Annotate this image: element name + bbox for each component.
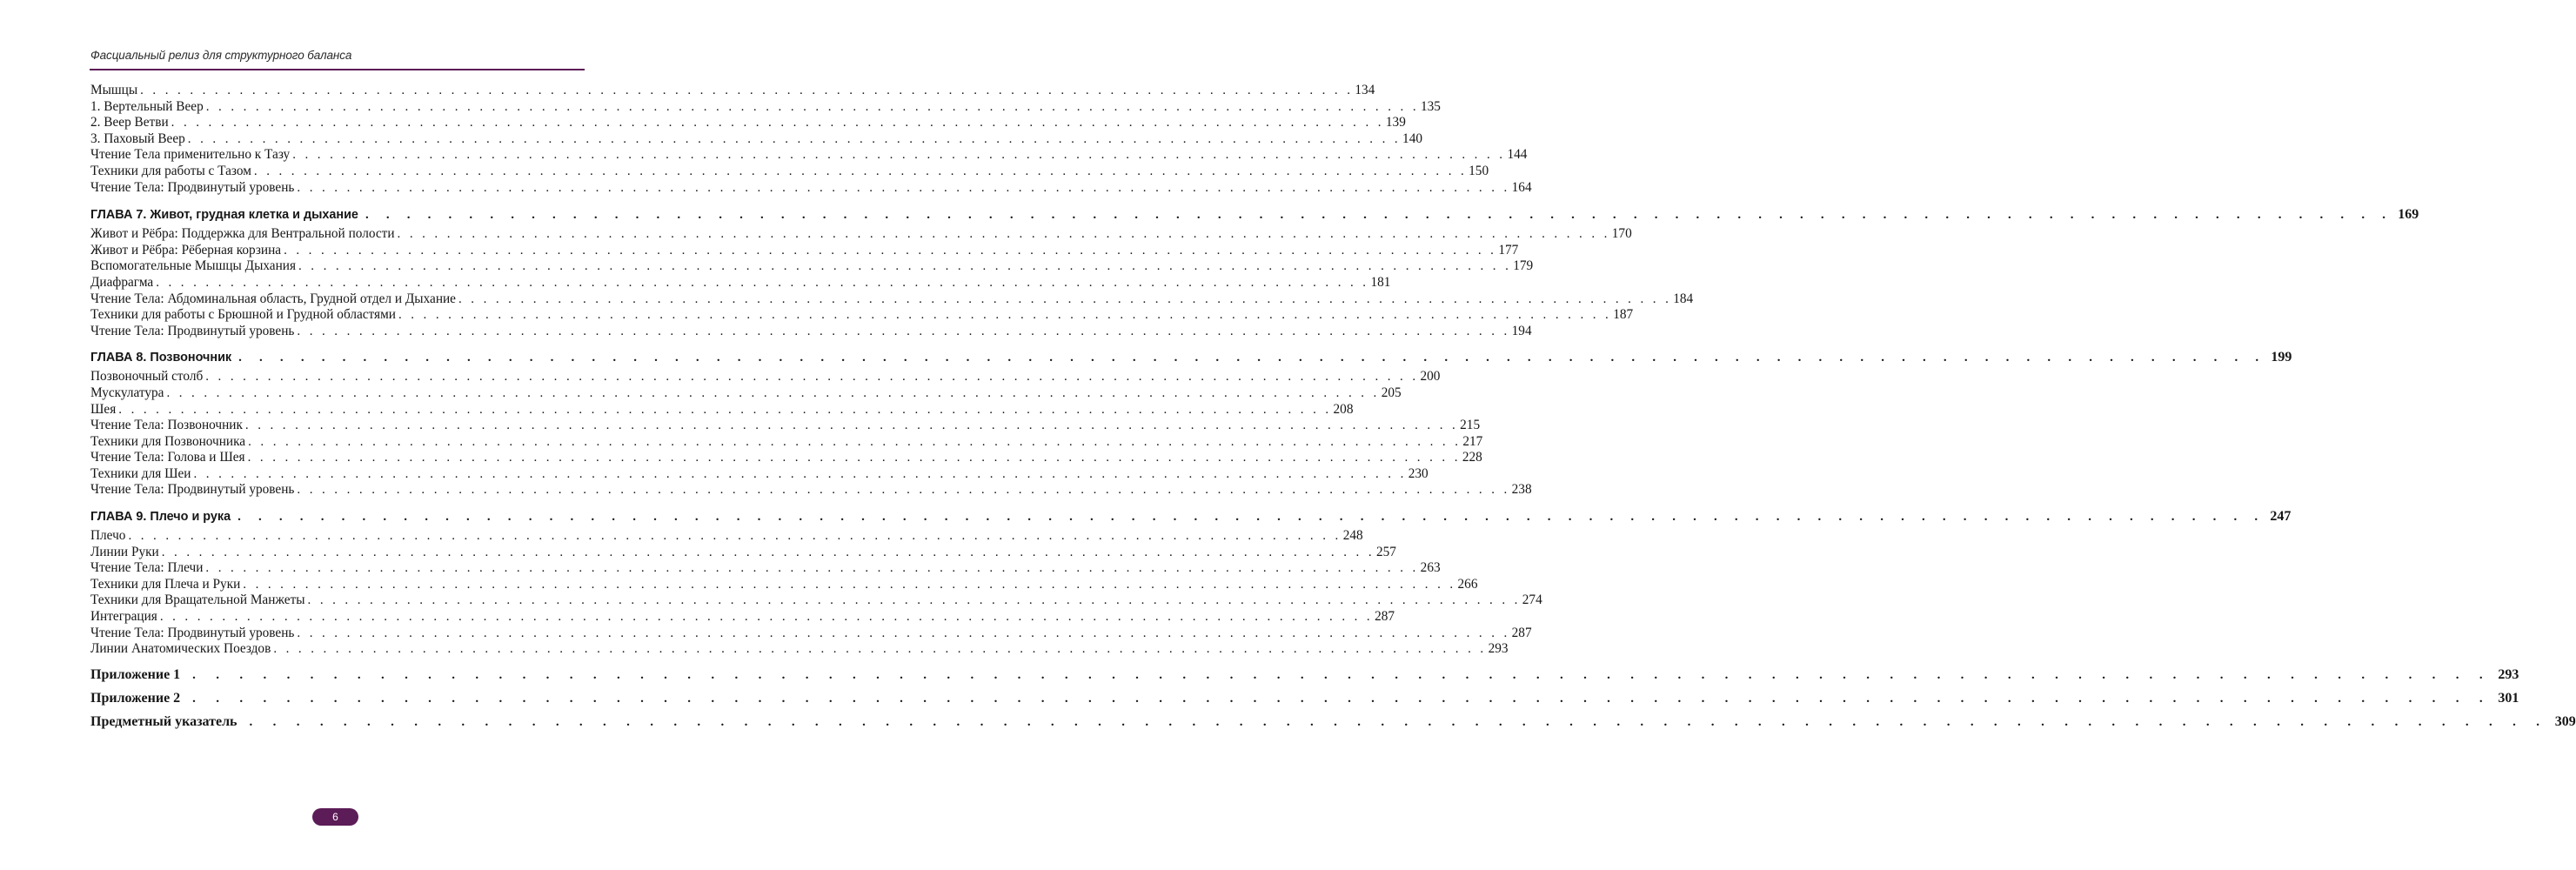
- toc-entry[interactable]: [90, 323, 1532, 340]
- dot-leader: . . . . . . . . . . . . . . . . . . . . . . . . . . . . . . . . . . . . . . . . . . . . . . . . . . . . . . . . . . . . . . . . . . . . . . . . . . . . . . . . . . . . . . . . . . . . . . . . . .: [161, 545, 1375, 559]
- chapter-page: 199: [2271, 350, 2292, 365]
- toc-entry[interactable]: [90, 291, 1694, 308]
- toc-entry[interactable]: [90, 465, 1429, 483]
- toc-entry-title: Живот и Рёбра: Рёберная корзина: [90, 242, 282, 258]
- toc-entry-title: Чтение Тела: Плечи: [90, 560, 204, 576]
- toc-entry-page: 205: [1381, 385, 1402, 400]
- table-of-contents: [90, 83, 2576, 737]
- appendix-entry[interactable]: [90, 690, 2519, 707]
- toc-entry-page: 170: [1611, 226, 1632, 242]
- toc-entry-title: 1. Вертельный Веер: [90, 98, 204, 114]
- toc-entry[interactable]: [90, 83, 1375, 99]
- dot-leader: . . . . . . . . . . . . . . . . . . . . . . . . . . . . . . . . . . . . . . . . . . . . . . . . . . . . . . . . . . . . . . . . . . . . . . . . . . . . . . . . . . . . . . . . . . . . . . . . . .: [166, 385, 1380, 400]
- dot-leader: . . . . . . . . . . . . . . . . . . . . . . . . . . . . . . . . . . . . . . . . . . . . . . . . . . . . . . . . . . . . . . . . . . . . . . . . . . . . . . . . . . . . . . . . . . . . . . . . . .: [238, 510, 2265, 525]
- chapter-title: ГЛАВА 9. Плечо и рука: [90, 510, 231, 525]
- header-rule: [90, 69, 585, 70]
- chapter-page: 247: [2270, 509, 2292, 525]
- dot-leader: . . . . . . . . . . . . . . . . . . . . . . . . . . . . . . . . . . . . . . . . . . . . . . . . . . . . . . . . . . . . . . . . . . . . . . . . . . . . . . . . . . . . . . . . . . . . . . . . . .: [205, 370, 1419, 385]
- dot-leader: . . . . . . . . . . . . . . . . . . . . . . . . . . . . . . . . . . . . . . . . . . . . . . . . . . . . . . . . . . . . . . . . . . . . . . . . . . . . . . . . . . . . . . . . . . . . . . . . . .: [297, 626, 1510, 640]
- toc-entry-title: Чтение Тела: Продвинутый уровень: [90, 179, 295, 195]
- dot-leader: . . . . . . . . . . . . . . . . . . . . . . . . . . . . . . . . . . . . . . . . . . . . . . . . . . . . . . . . . . . . . . . . . . . . . . . . . . . . . . . . . . . . . . . . . . . . . . . . . .: [284, 243, 1497, 258]
- toc-entry[interactable]: [90, 274, 1391, 291]
- toc-entry[interactable]: [90, 482, 1532, 499]
- toc-entry-title: Чтение Тела: Позвоночник: [90, 418, 243, 433]
- dot-leader: . . . . . . . . . . . . . . . . . . . . . . . . . . . . . . . . . . . . . . . . . . . . . . . . . . . . . . . . . . . . . . . . . . . . . . . . . . . . . . . . . . . . . . . . . . . . . . . . . .: [297, 483, 1510, 498]
- toc-entry-title: Техники для работы с Тазом: [90, 163, 251, 178]
- toc-entry-page: 217: [1462, 433, 1483, 449]
- toc-entry-title: Чтение Тела: Голова и Шея: [90, 450, 245, 465]
- toc-entry[interactable]: [90, 560, 1441, 577]
- toc-entry-title: Линии Анатомических Поездов: [90, 641, 271, 657]
- toc-entry-title: Техники для Вращательной Манжеты: [90, 592, 305, 608]
- toc-entry-page: 184: [1673, 291, 1694, 306]
- toc-entry-title: Позвоночный столб: [90, 369, 204, 385]
- appendix-title: Приложение 2: [90, 690, 181, 706]
- toc-entry-page: 164: [1511, 179, 1532, 195]
- toc-entry-page: 177: [1498, 242, 1519, 258]
- chapter-heading[interactable]: [90, 508, 2292, 525]
- dot-leader: . . . . . . . . . . . . . . . . . . . . . . . . . . . . . . . . . . . . . . . . . . . . . . . . . . . . . . . . . . . . . . . . . . . . . . . . . . . . . . . . . . . . . . . . . . . . . . . . . .: [365, 208, 2393, 223]
- toc-entry[interactable]: [90, 576, 1478, 593]
- toc-entry-page: 287: [1375, 609, 1395, 625]
- toc-entry-title: 3. Паховый Веер: [90, 130, 185, 146]
- dot-leader: . . . . . . . . . . . . . . . . . . . . . . . . . . . . . . . . . . . . . . . . . . . . . . . . . . . . . . . . . . . . . . . . . . . . . . . . . . . . . . . . . . . . . . . . . . . . . . . . . .: [159, 610, 1374, 625]
- toc-entry[interactable]: [90, 450, 1482, 466]
- toc-entry-title: Техники для Плеча и Руки: [90, 576, 241, 592]
- toc-entry[interactable]: [90, 98, 1441, 116]
- toc-entry-page: 150: [1469, 163, 1489, 178]
- appendix-entry[interactable]: [90, 713, 2576, 731]
- toc-entry[interactable]: [90, 385, 1402, 402]
- appendix-title: Приложение 1: [90, 666, 181, 682]
- toc-entry-page: 274: [1522, 592, 1542, 608]
- dot-leader: . . . . . . . . . . . . . . . . . . . . . . . . . . . . . . . . . . . . . . . . . . . . . . . . . . . . . . . . . . . . . . . . . . . . . . . . . . . . . . . . . . . . . . . . . . . . . . . . . .: [118, 402, 1332, 417]
- dot-leader: . . . . . . . . . . . . . . . . . . . . . . . . . . . . . . . . . . . . . . . . . . . . . . . . . . . . . . . . . . . . . . . . . . . . . . . . . . . . . . . . . . . . . . . . . . . . . . . . . .: [298, 259, 1512, 274]
- toc-entry-page: 139: [1385, 115, 1406, 130]
- toc-section-pre: [90, 83, 1532, 196]
- toc-entry-title: Чтение Тела: Продвинутый уровень: [90, 323, 295, 338]
- toc-entry-page: 215: [1460, 418, 1481, 433]
- toc-entry[interactable]: [90, 625, 1532, 642]
- toc-entry-page: 181: [1370, 274, 1391, 290]
- toc-entry-page: 266: [1457, 576, 1478, 592]
- dot-leader: . . . . . . . . . . . . . . . . . . . . . . . . . . . . . . . . . . . . . . . . . . . . . . . . . . . . . . . . . . . . . . . . . . . . . . . . . . . . . . . . . . . . . . . . . . . . . . . . . .: [238, 351, 2266, 365]
- dot-leader: . . . . . . . . . . . . . . . . . . . . . . . . . . . . . . . . . . . . . . . . . . . . . . . . . . . . . . . . . . . . . . . . . . . . . . . . . . . . . . . . . . . . . . . . . . . . . . . . . .: [192, 691, 2492, 706]
- toc-chapter-9: [90, 508, 2292, 658]
- dot-leader: . . . . . . . . . . . . . . . . . . . . . . . . . . . . . . . . . . . . . . . . . . . . . . . . . . . . . . . . . . . . . . . . . . . . . . . . . . . . . . . . . . . . . . . . . . . . . . . . . .: [292, 148, 1506, 163]
- toc-entry-page: 230: [1408, 465, 1429, 481]
- dot-leader: . . . . . . . . . . . . . . . . . . . . . . . . . . . . . . . . . . . . . . . . . . . . . . . . . . . . . . . . . . . . . . . . . . . . . . . . . . . . . . . . . . . . . . . . . . . . . . . . . .: [297, 180, 1510, 195]
- chapter-title: ГЛАВА 8. Позвоночник: [90, 351, 232, 365]
- dot-leader: . . . . . . . . . . . . . . . . . . . . . . . . . . . . . . . . . . . . . . . . . . . . . . . . . . . . . . . . . . . . . . . . . . . . . . . . . . . . . . . . . . . . . . . . . . . . . . . . . .: [249, 714, 2548, 729]
- chapter-heading[interactable]: [90, 206, 2419, 223]
- toc-entry-title: Диафрагма: [90, 274, 154, 290]
- dot-leader: . . . . . . . . . . . . . . . . . . . . . . . . . . . . . . . . . . . . . . . . . . . . . . . . . . . . . . . . . . . . . . . . . . . . . . . . . . . . . . . . . . . . . . . . . . . . . . . . . .: [205, 561, 1419, 576]
- toc-entry[interactable]: [90, 641, 1509, 658]
- toc-entry[interactable]: [90, 418, 1481, 434]
- toc-entry-title: Шея: [90, 401, 117, 417]
- toc-entry-title: Чтение Тела: Продвинутый уровень: [90, 482, 295, 498]
- page-number-badge: 6: [312, 808, 358, 826]
- toc-entry[interactable]: [90, 307, 1634, 324]
- toc-entry-page: 293: [1488, 641, 1509, 657]
- toc-entry-title: Техники для работы с Брюшной и Грудной областями: [90, 307, 396, 323]
- toc-entry-title: Вспомогательные Мышцы Дыхания: [90, 258, 296, 274]
- dot-leader: . . . . . . . . . . . . . . . . . . . . . . . . . . . . . . . . . . . . . . . . . . . . . . . . . . . . . . . . . . . . . . . . . . . . . . . . . . . . . . . . . . . . . . . . . . . . . . . . . .: [171, 116, 1384, 130]
- toc-entry-page: 144: [1507, 147, 1528, 163]
- toc-entry-page: 263: [1420, 560, 1441, 576]
- dot-leader: . . . . . . . . . . . . . . . . . . . . . . . . . . . . . . . . . . . . . . . . . . . . . . . . . . . . . . . . . . . . . . . . . . . . . . . . . . . . . . . . . . . . . . . . . . . . . . . . . .: [156, 275, 1369, 290]
- toc-entry[interactable]: [90, 401, 1354, 418]
- toc-entry[interactable]: [90, 226, 1632, 243]
- dot-leader: . . . . . . . . . . . . . . . . . . . . . . . . . . . . . . . . . . . . . . . . . . . . . . . . . . . . . . . . . . . . . . . . . . . . . . . . . . . . . . . . . . . . . . . . . . . . . . . . . .: [307, 593, 1521, 608]
- toc-entry-page: 187: [1613, 307, 1634, 323]
- appendix-entry[interactable]: [90, 666, 2519, 684]
- toc-entry-title: Чтение Тела: Продвинутый уровень: [90, 625, 295, 640]
- dot-leader: . . . . . . . . . . . . . . . . . . . . . . . . . . . . . . . . . . . . . . . . . . . . . . . . . . . . . . . . . . . . . . . . . . . . . . . . . . . . . . . . . . . . . . . . . . . . . . . . . .: [247, 451, 1461, 465]
- toc-entry-page: 287: [1511, 625, 1532, 640]
- dot-leader: . . . . . . . . . . . . . . . . . . . . . . . . . . . . . . . . . . . . . . . . . . . . . . . . . . . . . . . . . . . . . . . . . . . . . . . . . . . . . . . . . . . . . . . . . . . . . . . . . .: [397, 227, 1610, 242]
- toc-entry-title: Техники для Позвоночника: [90, 433, 246, 449]
- toc-entry[interactable]: [90, 528, 1363, 545]
- toc-entry[interactable]: [90, 130, 1422, 148]
- appendix-page: 309: [2554, 713, 2576, 729]
- toc-appendices: [90, 666, 2576, 731]
- toc-entry-page: 194: [1511, 323, 1532, 338]
- toc-entry-title: Мышцы: [90, 83, 138, 97]
- toc-entry-page: 228: [1462, 450, 1482, 465]
- toc-entry[interactable]: [90, 179, 1532, 197]
- toc-entry-title: Живот и Рёбра: Поддержка для Вентральной полости: [90, 226, 395, 242]
- toc-entry[interactable]: [90, 115, 1406, 131]
- dot-leader: . . . . . . . . . . . . . . . . . . . . . . . . . . . . . . . . . . . . . . . . . . . . . . . . . . . . . . . . . . . . . . . . . . . . . . . . . . . . . . . . . . . . . . . . . . . . . . . . . .: [253, 164, 1468, 178]
- chapter-heading[interactable]: [90, 349, 2292, 365]
- toc-entry-page: 200: [1420, 369, 1441, 385]
- toc-entry-page: 248: [1342, 528, 1363, 544]
- dot-leader: . . . . . . . . . . . . . . . . . . . . . . . . . . . . . . . . . . . . . . . . . . . . . . . . . . . . . . . . . . . . . . . . . . . . . . . . . . . . . . . . . . . . . . . . . . . . . . . . . .: [458, 291, 1672, 306]
- dot-leader: . . . . . . . . . . . . . . . . . . . . . . . . . . . . . . . . . . . . . . . . . . . . . . . . . . . . . . . . . . . . . . . . . . . . . . . . . . . . . . . . . . . . . . . . . . . . . . . . . .: [140, 84, 1354, 97]
- toc-entry[interactable]: [90, 258, 1534, 275]
- toc-entry-page: 179: [1513, 258, 1534, 274]
- dot-leader: . . . . . . . . . . . . . . . . . . . . . . . . . . . . . . . . . . . . . . . . . . . . . . . . . . . . . . . . . . . . . . . . . . . . . . . . . . . . . . . . . . . . . . . . . . . . . . . . . .: [205, 99, 1419, 114]
- toc-entry-title: Плечо: [90, 528, 126, 544]
- toc-entry[interactable]: [90, 544, 1396, 561]
- appendix-title: Предметный указатель: [90, 713, 238, 729]
- toc-entry[interactable]: [90, 147, 1528, 164]
- toc-entry-page: 140: [1402, 130, 1422, 146]
- toc-entry-page: 238: [1511, 482, 1532, 498]
- toc-entry-title: Техники для Шеи: [90, 465, 191, 481]
- dot-leader: . . . . . . . . . . . . . . . . . . . . . . . . . . . . . . . . . . . . . . . . . . . . . . . . . . . . . . . . . . . . . . . . . . . . . . . . . . . . . . . . . . . . . . . . . . . . . . . . . .: [248, 434, 1462, 449]
- toc-entry[interactable]: [90, 433, 1483, 451]
- toc-entry-title: 2. Веер Ветви: [90, 115, 169, 130]
- chapter-title: ГЛАВА 7. Живот, грудная клетка и дыхание: [90, 208, 358, 223]
- toc-entry-title: Интеграция: [90, 609, 157, 625]
- dot-leader: . . . . . . . . . . . . . . . . . . . . . . . . . . . . . . . . . . . . . . . . . . . . . . . . . . . . . . . . . . . . . . . . . . . . . . . . . . . . . . . . . . . . . . . . . . . . . . . . . .: [193, 466, 1407, 481]
- appendix-page: 301: [2498, 690, 2519, 706]
- dot-leader: . . . . . . . . . . . . . . . . . . . . . . . . . . . . . . . . . . . . . . . . . . . . . . . . . . . . . . . . . . . . . . . . . . . . . . . . . . . . . . . . . . . . . . . . . . . . . . . . . .: [128, 529, 1342, 544]
- toc-entry[interactable]: [90, 242, 1519, 259]
- toc-chapter-7: [90, 206, 2419, 339]
- toc-entry-page: 208: [1333, 401, 1354, 417]
- dot-leader: . . . . . . . . . . . . . . . . . . . . . . . . . . . . . . . . . . . . . . . . . . . . . . . . . . . . . . . . . . . . . . . . . . . . . . . . . . . . . . . . . . . . . . . . . . . . . . . . . .: [187, 131, 1402, 146]
- dot-leader: . . . . . . . . . . . . . . . . . . . . . . . . . . . . . . . . . . . . . . . . . . . . . . . . . . . . . . . . . . . . . . . . . . . . . . . . . . . . . . . . . . . . . . . . . . . . . . . . . .: [273, 642, 1487, 657]
- toc-chapter-8: [90, 349, 2292, 499]
- dot-leader: . . . . . . . . . . . . . . . . . . . . . . . . . . . . . . . . . . . . . . . . . . . . . . . . . . . . . . . . . . . . . . . . . . . . . . . . . . . . . . . . . . . . . . . . . . . . . . . . . .: [297, 324, 1510, 338]
- running-header: Фасциальный релиз для структурного баланса: [90, 49, 352, 62]
- dot-leader: . . . . . . . . . . . . . . . . . . . . . . . . . . . . . . . . . . . . . . . . . . . . . . . . . . . . . . . . . . . . . . . . . . . . . . . . . . . . . . . . . . . . . . . . . . . . . . . . . .: [244, 418, 1459, 433]
- appendix-page: 293: [2498, 666, 2519, 682]
- toc-entry-page: 257: [1375, 544, 1396, 559]
- toc-entry[interactable]: [90, 163, 1489, 180]
- dot-leader: . . . . . . . . . . . . . . . . . . . . . . . . . . . . . . . . . . . . . . . . . . . . . . . . . . . . . . . . . . . . . . . . . . . . . . . . . . . . . . . . . . . . . . . . . . . . . . . . . .: [192, 667, 2492, 682]
- toc-entry-page: 134: [1355, 83, 1375, 97]
- toc-entry-title: Мускулатура: [90, 385, 164, 400]
- toc-entry[interactable]: [90, 592, 1542, 609]
- toc-entry-title: Чтение Тела: Абдоминальная область, Грудной отдел и Дыхание: [90, 291, 456, 306]
- chapter-page: 169: [2398, 207, 2419, 223]
- dot-leader: . . . . . . . . . . . . . . . . . . . . . . . . . . . . . . . . . . . . . . . . . . . . . . . . . . . . . . . . . . . . . . . . . . . . . . . . . . . . . . . . . . . . . . . . . . . . . . . . . .: [398, 308, 1612, 323]
- toc-entry-title: Чтение Тела применительно к Тазу: [90, 147, 291, 163]
- toc-entry[interactable]: [90, 369, 1441, 385]
- toc-entry-page: 135: [1420, 98, 1441, 114]
- toc-entry[interactable]: [90, 609, 1395, 626]
- dot-leader: . . . . . . . . . . . . . . . . . . . . . . . . . . . . . . . . . . . . . . . . . . . . . . . . . . . . . . . . . . . . . . . . . . . . . . . . . . . . . . . . . . . . . . . . . . . . . . . . . .: [243, 577, 1456, 592]
- toc-entry-title: Линии Руки: [90, 544, 159, 559]
